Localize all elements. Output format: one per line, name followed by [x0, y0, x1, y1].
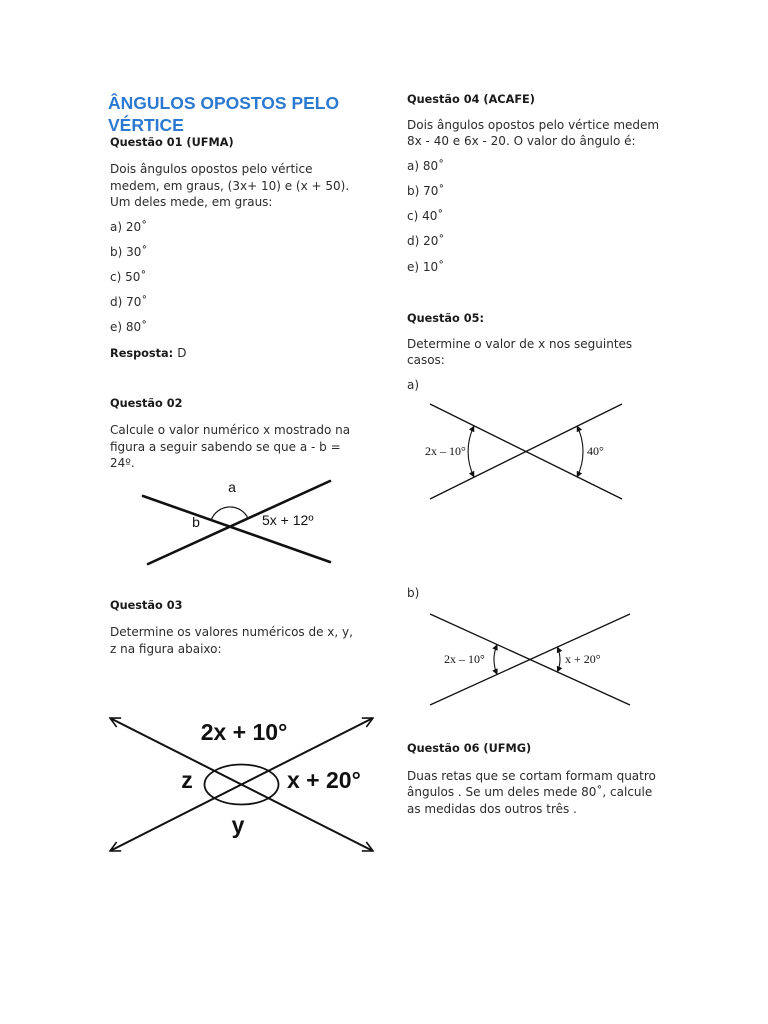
angle-right-label: x + 20° — [287, 767, 361, 793]
question-02-text-line: figura a seguir sabendo se que a - b = — [110, 440, 341, 454]
question-04-option-e: e) 10˚ — [407, 260, 445, 274]
question-06-heading: Questão 06 (UFMG) — [407, 742, 532, 755]
question-01-option-a: a) 20˚ — [110, 220, 148, 234]
answer-label: Resposta: — [110, 347, 174, 360]
case-b-figure — [420, 605, 642, 713]
question-04-heading: Questão 04 (ACAFE) — [407, 93, 535, 106]
case-a-label: a) — [407, 378, 420, 392]
question-01-option-d: d) 70˚ — [110, 295, 148, 309]
question-03-text-line: z na figura abaixo: — [110, 642, 222, 656]
case-a-figure — [420, 395, 645, 507]
angle-b-label: b — [192, 514, 200, 530]
question-01-option-e: e) 80˚ — [110, 320, 148, 334]
question-03-text-line: Determine os valores numéricos de x, y, — [110, 625, 353, 639]
right-angle-label: 40° — [587, 444, 604, 458]
answer-value: D — [177, 346, 187, 360]
angle-left-label: z — [181, 767, 193, 793]
page-title-line-1: ÂNGULOS OPOSTOS PELO — [108, 93, 340, 113]
question-04-text-line: Dois ângulos opostos pelo vértice medem — [407, 118, 660, 132]
question-02-text-line: Calcule o valor numérico x mostrado na — [110, 423, 351, 437]
question-01-answer — [110, 345, 186, 362]
question-06-text-line: as medidas dos outros três . — [407, 802, 577, 816]
question-02-heading: Questão 02 — [110, 397, 183, 410]
question-01-option-b: b) 30˚ — [110, 245, 148, 259]
right-angle-arc — [557, 647, 560, 672]
angle-bottom-label: y — [231, 812, 245, 838]
question-01-text-line: Dois ângulos opostos pelo vértice — [110, 162, 313, 176]
question-06-text-line: ângulos . Se um deles mede 80˚, calcule — [407, 785, 653, 799]
question-04-text-line: 8x - 40 e 6x - 20. O valor do ângulo é: — [407, 134, 636, 148]
left-angle-label: 2x – 10° — [444, 652, 485, 666]
question-04-option-d: d) 20˚ — [407, 234, 445, 248]
angle-top-label: 2x + 10° — [200, 719, 288, 745]
angle-a-arc — [211, 507, 248, 520]
question-05-heading: Questão 05: — [407, 312, 484, 325]
right-angle-label: x + 20° — [565, 652, 601, 666]
question-04-option-c: c) 40˚ — [407, 209, 444, 223]
question-03-heading: Questão 03 — [110, 599, 183, 612]
question-04-option-b: b) 70˚ — [407, 184, 445, 198]
question-01-text-line: medem, em graus, (3x+ 10) e (x + 50). — [110, 179, 350, 193]
question-01-text-line: Um deles mede, em graus: — [110, 195, 273, 209]
angle-a-label: a — [228, 479, 236, 495]
right-column — [384, 0, 768, 1024]
question-02-figure — [135, 470, 340, 572]
left-angle-arc — [494, 645, 497, 675]
case-b-label: b) — [407, 586, 420, 600]
question-03-figure — [100, 705, 385, 860]
angle-expression-label: 5x + 12º — [262, 512, 314, 528]
left-angle-label: 2x – 10° — [425, 444, 466, 458]
question-02-text-line: 24º. — [110, 456, 135, 470]
question-04-option-a: a) 80˚ — [407, 159, 445, 173]
question-01-heading: Questão 01 (UFMA) — [110, 136, 234, 149]
question-06-text-line: Duas retas que se cortam formam quatro — [407, 769, 656, 783]
left-angle-arc — [468, 426, 474, 477]
right-angle-arc — [577, 426, 583, 477]
question-05-text-line: casos: — [407, 353, 445, 367]
page-title-line-2: VÉRTICE — [108, 115, 184, 135]
question-01-option-c: c) 50˚ — [110, 270, 147, 284]
question-05-text-line: Determine o valor de x nos seguintes — [407, 337, 633, 351]
